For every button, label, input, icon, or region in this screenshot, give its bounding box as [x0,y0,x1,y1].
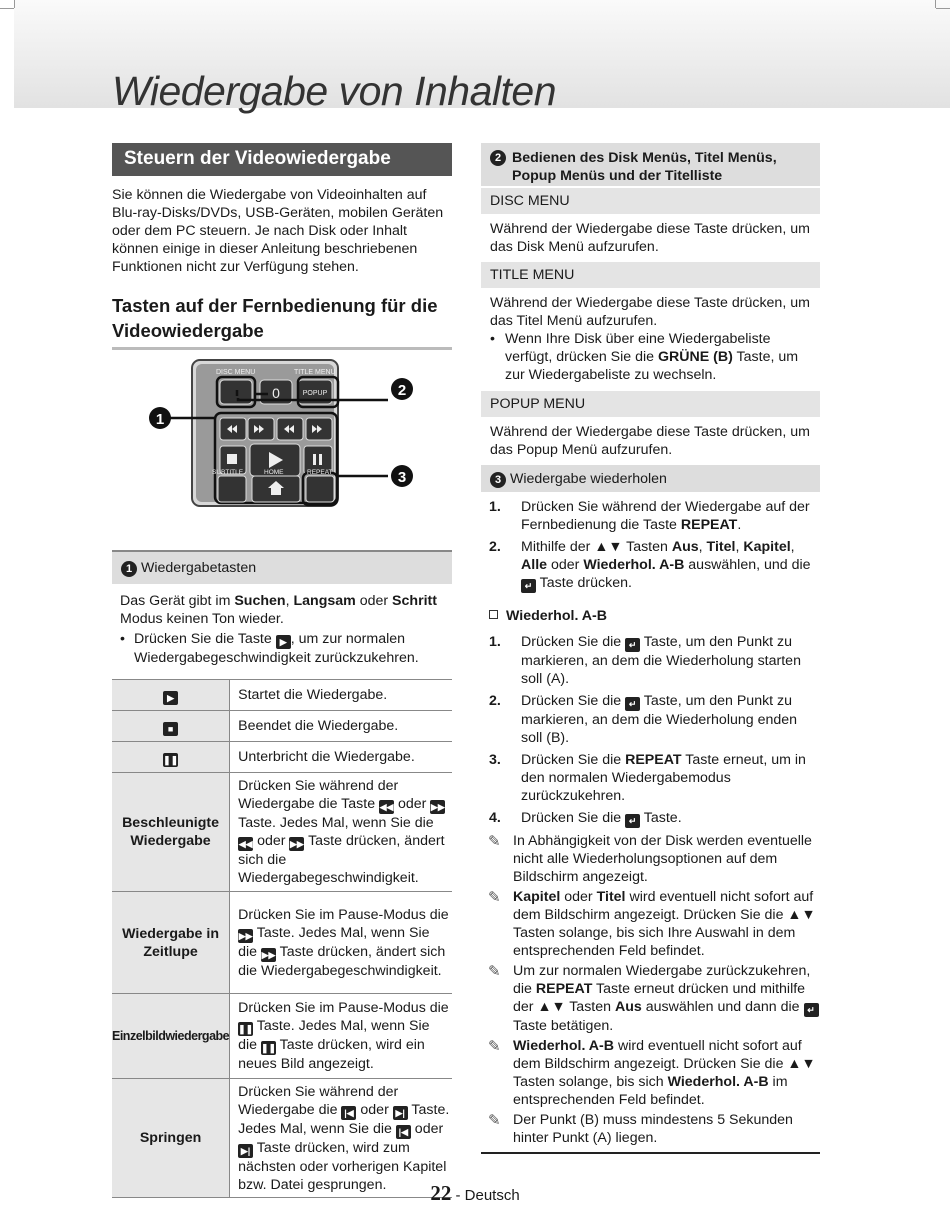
footer-language: - Deutsch [455,1187,520,1204]
disc-menu-label: DISC MENU [481,188,820,214]
table-row: Springen Drücken Sie während der Wiedergabe die |◀ oder ▶| Taste. Jedes Mal, wenn Sie die |◀ oder ▶| Taste drücken, wird zum nächsten oder vorherigen Kapitel bzw. Datei gesprungen. [112,1079,452,1198]
pause-icon: ❚❚ [238,1024,254,1034]
repeat-steps [481,498,820,593]
list-item: 1. Drücken Sie während der Wiedergabe auf der Fernbedienung die Taste REPEAT. [489,499,810,533]
label-subtitle: SUBTITLE [212,469,244,476]
checkbox-icon [489,610,498,619]
table-row: Einzelbildwiedergabe Drücken Sie im Pause-Modus die ❚❚ Taste. Jedes Mal, wenn Sie die ❚❚ Taste drücken, wird ein neues Bild angezeigt. [112,994,452,1079]
note-pencil-icon: ✎ [488,963,501,980]
skip-back-icon: |◀ [341,1106,356,1120]
number-badge: 3 [490,472,506,488]
title-menu-text: Während der Wiedergabe diese Taste drücken, um das Titel Menü aufzurufen. [490,295,810,329]
fast-forward-icon: ▶▶ [238,930,253,941]
note-item: ✎ In Abhängigkeit von der Disk werden eventuelle nicht alle Wiederholungsoptionen auf dem Bildschirm angezeigt. [488,833,812,885]
list-item: 2. Mithilfe der ▲▼ Tasten Aus, Titel, Kapitel, Alle oder Wiederhol. A-B auswählen, und die ↵ Taste drücken. [489,539,811,591]
rewind-icon: ◀◀ [379,802,394,812]
play-icon: ▶ [163,691,178,705]
playback-note: Das Gerät gibt im Suchen, Langsam oder Schritt Modus keinen Ton wieder. [120,593,437,627]
table-row: Beschleunigte Wiedergabe Drücken Sie während der Wiedergabe die Taste ◀◀ oder ▶▶ Taste. Jedes Mal, wenn Sie die ◀◀ oder ▶▶ Taste drücken, ändert sich die Wiedergabegeschwindigkeit. [112,773,452,892]
playback-keys-box [112,550,452,584]
page-number: 22 [430,1181,452,1205]
note-pencil-icon: ✎ [488,1038,501,1055]
notes [481,832,820,1154]
table-row: ▶ Startet die Wiedergabe. [112,680,452,711]
crop-mark [936,8,950,9]
page-title: Wiedergabe von Inhalten [112,68,557,114]
repeat-button [306,476,334,502]
callout-1: 1 [155,411,165,428]
fast-forward-icon: ▶▶ [261,949,276,960]
menus-box [481,143,820,186]
callout-2: 2 [397,382,407,399]
box-title: Wiedergabetasten [140,560,257,576]
skip-back-icon: |◀ [396,1125,411,1139]
title-menu-label: TITLE MENU [481,262,820,288]
left-column [112,143,452,1198]
note-pencil-icon: ✎ [488,1112,501,1129]
crop-mark [935,0,936,8]
list-item: 3. Drücken Sie die REPEAT Taste erneut, um in den normalen Wiedergabemodus zurückzukehren. [489,752,806,804]
disc-menu-text: Während der Wiedergabe diese Taste drücken, um das Disk Menü aufzurufen. [490,221,810,255]
section-title: Steuern der Videowiedergabe [112,143,452,176]
key-popup: POPUP [302,390,328,397]
label-repeat: REPEAT [307,469,333,476]
table-row: ❚❚ Unterbricht die Wiedergabe. [112,742,452,773]
enter-icon: ↵ [521,579,536,593]
fast-forward-icon: ▶▶ [430,802,445,812]
enter-icon: ↵ [625,697,640,711]
note-item: ✎ Der Punkt (B) muss mindestens 5 Sekunden hinter Punkt (A) liegen. [488,1112,793,1146]
key-zero: 0 [272,385,280,401]
popup-menu-text: Während der Wiedergabe diese Taste drücken, um das Popup Menü aufzurufen. [490,424,810,458]
pause-icon: ❚❚ [163,754,179,765]
note-item: ✎ Kapitel oder Titel wird eventuell nicht sofort auf dem Bildschirm angezeigt. Drücken Sie die ▲▼ Tasten solange, bis sich Ihre Auswahl in dem entsprechenden Feld befindet. [488,889,816,959]
ab-heading: Wiederhol. A-B [481,607,820,625]
note-pencil-icon: ✎ [488,833,501,850]
title-menu-bullet: • Wenn Ihre Disk über eine Wiedergabeliste verfügt, drücken Sie die GRÜNE (B) Taste, um zur Wiedergabeliste zu wechseln. [490,330,820,384]
skip-forward-icon: ▶| [393,1106,408,1120]
label-disc-menu: DISC MENU [216,369,256,376]
intro-text: Sie können die Wiedergabe von Videoinhalten auf Blu-ray-Disks/DVDs, USB-Geräten, mobilen Geräten oder dem PC steuern. Je nach Disk oder Inhalt können einige in dieser Anleitung beschriebenen Funktionen nicht zur Verfügung stehen. [112,187,444,275]
label-home: HOME [264,469,284,476]
fast-forward-icon: ▶▶ [289,839,304,849]
note-item: ✎ Um zur normalen Wiedergabe zurückzukehren, die REPEAT Taste erneut drücken und mithilfe der ▲▼ Tasten Aus auswählen und dann die ↵ Taste betätigen. [481,962,820,1035]
note-item: ✎ Wiederhol. A-B wird eventuell nicht sofort auf dem Bildschirm angezeigt. Drücken Sie die ▲▼ Tasten solange, bis sich Wiederhol. A-B im entsprechenden Feld befindet. [488,1038,816,1108]
popup-menu-label: POPUP MENU [481,391,820,417]
crop-mark [0,8,14,9]
repeat-box [481,465,820,492]
note-pencil-icon: ✎ [488,889,501,906]
stop-icon: ■ [163,722,178,736]
box-title: Wiedergabe wiederholen [509,471,667,487]
list-item: 2. Drücken Sie die ↵ Taste, um den Punkt zu markieren, an dem die Wiederholung enden soll (B). [489,693,798,746]
play-icon: ▶ [276,635,291,649]
remote-illustration [112,358,452,528]
page-footer [0,1181,950,1206]
number-badge: 2 [490,150,506,166]
enter-icon: ↵ [804,1003,819,1017]
ab-steps [481,633,820,828]
label-title-menu: TITLE MENU [294,369,336,376]
right-column [481,143,820,1154]
list-item: 1. Drücken Sie die ↵ Taste, um den Punkt zu markieren, an dem die Wiederholung starten soll (A). [489,634,801,687]
skip-forward-icon: ▶| [238,1144,253,1158]
enter-icon: ↵ [625,814,640,828]
playback-info [112,592,452,667]
number-badge: 1 [121,561,137,577]
table-row: ■ Beendet die Wiedergabe. [112,711,452,742]
enter-icon: ↵ [625,638,640,652]
callout-3: 3 [397,469,407,486]
box-title: Bedienen des Disk Menüs, Titel Menüs, Popup Menüs und der Titelliste [512,150,777,184]
subheading: Tasten auf der Fernbedienung für die Videowiedergabe [112,293,452,350]
crop-mark [14,0,15,8]
list-item: 4. Drücken Sie die ↵ Taste. [489,810,682,826]
playback-table [112,679,452,1198]
playback-bullet: • Drücken Sie die Taste ▶ , um zur normalen Wiedergabegeschwindigkeit zurückzukehren. [120,630,452,667]
table-row: Wiedergabe in Zeitlupe Drücken Sie im Pause-Modus die ▶▶ Taste. Jedes Mal, wenn Sie die ▶▶ Taste drücken, ändert sich die Wiedergabegeschwindigkeit. [112,892,452,994]
pause-icon: ❚❚ [261,1043,277,1053]
rewind-icon: ◀◀ [238,839,253,849]
